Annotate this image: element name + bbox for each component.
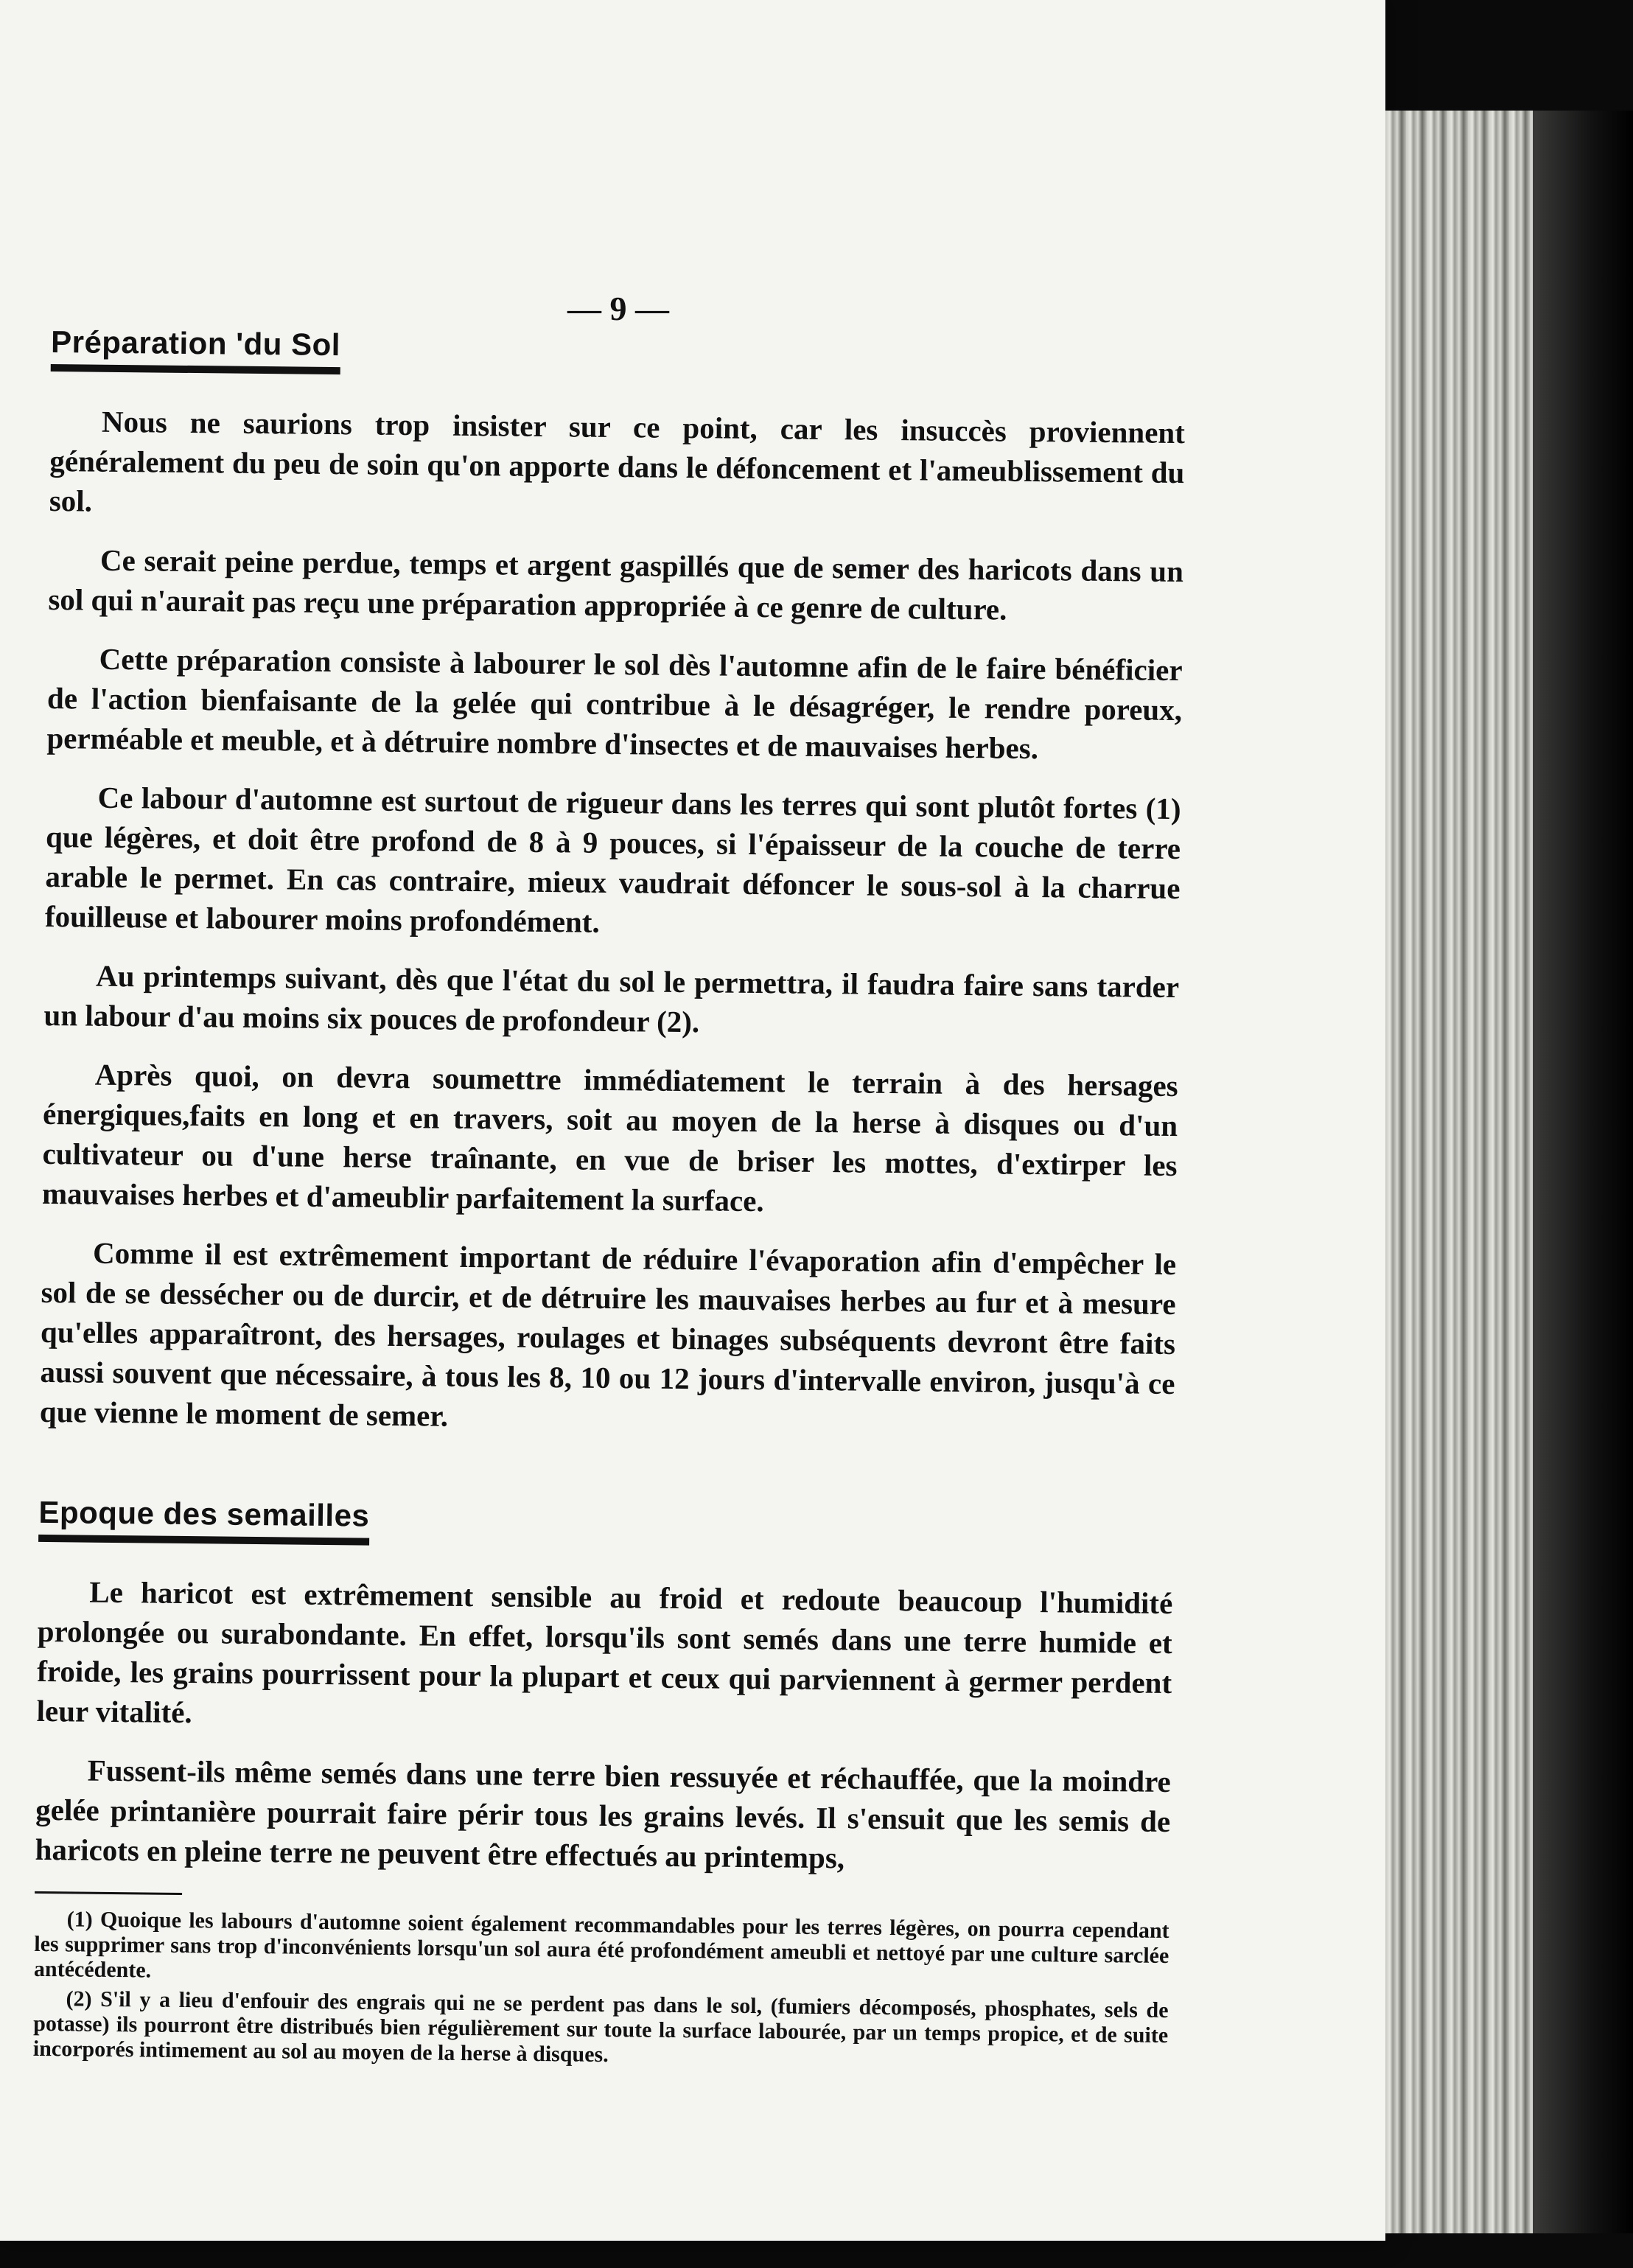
paragraph: Au printemps suivant, dès que l'état du sol le permettra, il faudra faire sans tarder un labour d'au moins six pouces de profondeur (2). (43, 958, 1180, 1039)
paragraph: Ce labour d'automne est surtout de rigueur dans les terres qui sont plutôt fortes (1) que légères, et doit être profond de 8 à 9 pouces, si l'épaisseur de la couche de terre arable le permet. En cas contraire, mieux vaudrait défoncer le sous-sol à la charrue fouilleuse et labourer moins profondément. (44, 780, 1181, 939)
paragraph: Après quoi, on devra soumettre immédiatement le terrain à des hersages énergiques,faits en long et en travers, soit au moyen de la herse à disques ou d'un cultivateur ou d'une herse traînante, en vue de briser les mottes, d'extirper les mauvaises herbes et d'ameublir parfaitement la surface. (41, 1057, 1178, 1218)
paragraph: Fussent-ils même semés dans une terre bien ressuyée et réchauffée, que la moindre gelée printanière pourrait faire périr tous les grains levés. Il s'ensuit que les semis de haricots en pleine terre ne peuvent être effectués au printemps, (35, 1753, 1171, 1875)
book-binding-shadow (1533, 111, 1633, 2233)
page-number: — 9 — (567, 290, 669, 327)
page-content (33, 280, 1186, 2078)
footnote-divider (35, 1891, 182, 1895)
section-title-semailles: Epoque des semailles (38, 1495, 370, 1546)
paragraph: Nous ne saurions trop insister sur ce point, car les insuccès proviennent généralement du peu de soin qu'on apporte dans le défoncement et l'ameublissement du sol. (49, 404, 1186, 518)
paragraph: Le haricot est extrêmement sensible au froid et redoute beaucoup l'humidité prolongée ou surabondante. En effet, lorsqu'ils sont semés dans une terre humide et froide, les grains pourrissent pour la plupart et ceux qui parviennent à germer perdent leur vitalité. (36, 1574, 1173, 1730)
paragraph: Cette préparation consiste à labourer le sol dès l'automne afin de le faire bénéficier de l'action bienfaisante de la gelée qui contribue à le désagréger, le rendre poreux, perméable et meuble, et à détruire nombre d'insectes et de mauvaises herbes. (46, 641, 1183, 766)
footnote: (2) S'il y a lieu d'enfouir des engrais qui ne se perdent pas dans le sol, (fumiers décomposés, phosphates, sels de potasse) ils pourront être distribués bien régulièrement sur toute la surface labourée, par un temps propice, et de suite incorporés intimement au sol au moyen de la herse à disques. (32, 1986, 1169, 2068)
paragraph: Ce serait peine perdue, temps et argent gaspillés que de semer des haricots dans un sol qui n'aurait pas reçu une préparation appropriée à ce genre de culture. (48, 542, 1184, 627)
footnote: (1) Quoique les labours d'automne soient également recommandables pour les terres légères, on pourra cependant les supprimer sans trop d'inconvénients lorsqu'un sol aura été profondément ameubli et nettoyé par une culture sarclée antécédente. (33, 1907, 1169, 1983)
paragraph: Comme il est extrêmement important de réduire l'évaporation afin d'empêcher le sol de se dessécher ou de durcir, et de détruire les mauvaises herbes au fur et à mesure qu'elles apparaîtront, des hersages, roulages et binages subséquents devront être faits aussi souvent que nécessaire, à tous les 8, 10 ou 12 jours d'intervalle environ, jusqu'à ce que vienne le moment de semer. (39, 1235, 1177, 1433)
section-title-preparation: Préparation 'du Sol (51, 324, 341, 374)
